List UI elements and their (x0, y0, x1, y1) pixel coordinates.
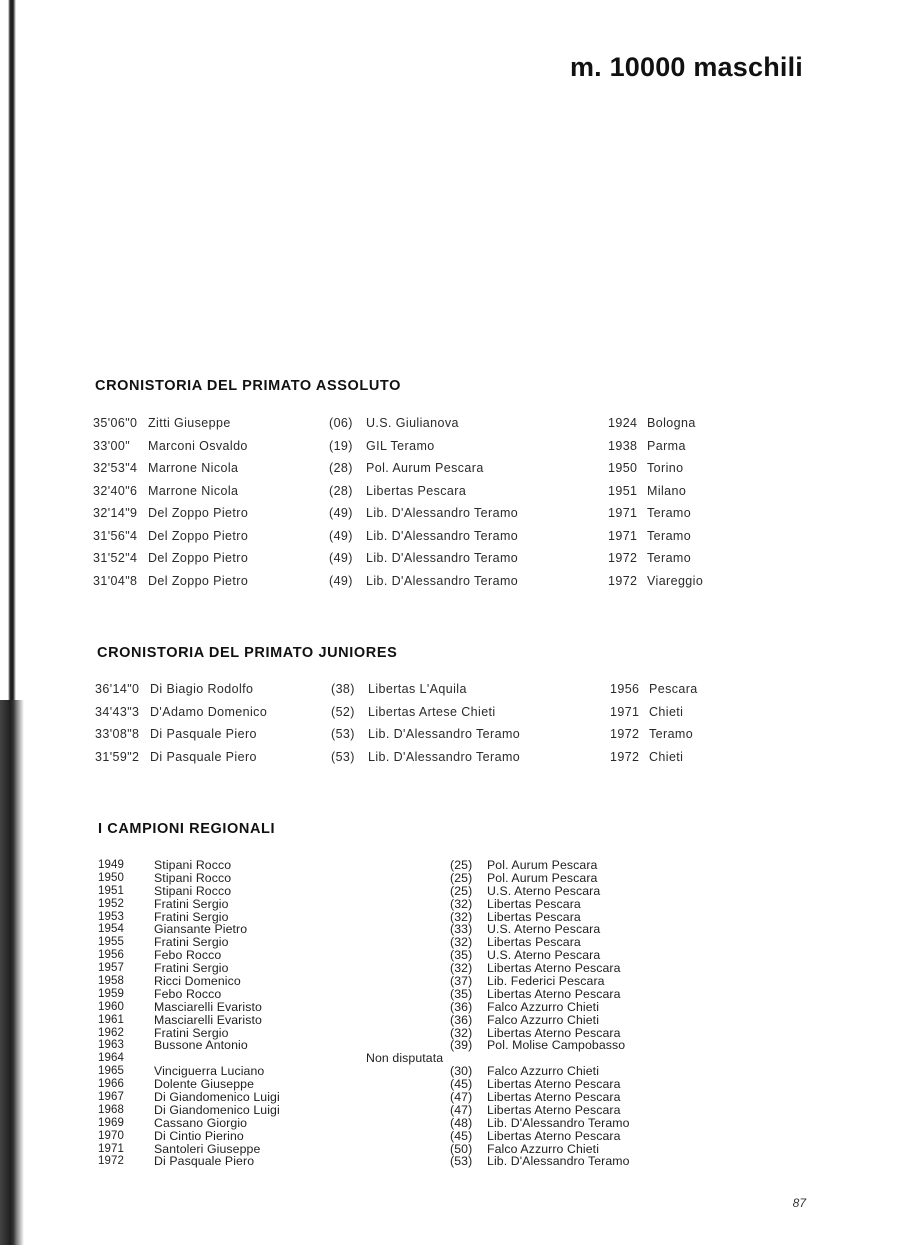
champion-row (98, 975, 658, 988)
champion-year: 1964 (98, 1052, 124, 1065)
club-name: Lib. D'Alessandro Teramo (487, 1115, 630, 1130)
champion-year: 1957 (98, 962, 124, 975)
champion-year: 1972 (98, 1155, 124, 1168)
champion-row (98, 1155, 658, 1168)
club-name: Falco Azzurro Chieti (487, 1141, 600, 1156)
record-row (93, 416, 733, 439)
record-row (93, 506, 733, 529)
champion-name: Stipani Rocco (154, 883, 232, 898)
athlete-name: D'Adamo Domenico (150, 704, 268, 719)
champion-year: 1965 (98, 1065, 124, 1078)
champion-name: Giansante Pietro (154, 922, 248, 937)
champion-year: 1959 (98, 987, 124, 1000)
champion-name: Di Pasquale Piero (154, 1154, 255, 1169)
birth-year: (45) (450, 1128, 473, 1143)
champion-year: 1960 (98, 1000, 124, 1013)
club-name: Libertas Aterno Pescara (487, 1090, 621, 1105)
champion-name: Fratini Sergio (154, 961, 229, 976)
club-name: Libertas Aterno Pescara (487, 1128, 621, 1143)
champion-name: Bussone Antonio (154, 1038, 248, 1053)
record-time: 31'52"4 (93, 551, 138, 565)
record-time: 35'06"0 (93, 416, 138, 430)
birth-year: (25) (450, 870, 473, 885)
club-name: Pol. Aurum Pescara (487, 870, 598, 885)
birth-year: (30) (450, 1064, 473, 1079)
record-city: Pescara (649, 682, 698, 696)
champion-name: Fratini Sergio (154, 935, 229, 950)
record-year: 1972 (608, 551, 638, 565)
athlete-name: Del Zoppo Pietro (148, 528, 249, 543)
champion-name: Febo Rocco (154, 986, 222, 1001)
club-name: Libertas Artese Chieti (368, 704, 496, 719)
table-primato-assoluto (93, 416, 733, 596)
record-year: 1971 (608, 506, 638, 520)
birth-year: (06) (329, 416, 353, 430)
birth-year: (36) (450, 999, 473, 1014)
club-name: Pol. Molise Campobasso (487, 1038, 626, 1053)
record-year: 1972 (608, 573, 638, 588)
champion-name: Cassano Giorgio (154, 1115, 248, 1130)
club-name: Libertas Pescara (487, 909, 581, 924)
champion-year: 1961 (98, 1013, 124, 1026)
champion-year: 1968 (98, 1103, 124, 1116)
table-primato-juniores (95, 682, 735, 772)
club-name: U.S. Aterno Pescara (487, 883, 601, 898)
club-name: U.S. Aterno Pescara (487, 948, 601, 963)
champion-name: Di Giandomenico Luigi (154, 1090, 280, 1105)
birth-year: (32) (450, 1025, 473, 1040)
club-name: U.S. Aterno Pescara (487, 922, 601, 937)
champion-row (98, 885, 658, 898)
birth-year: (47) (450, 1102, 473, 1117)
record-year: 1971 (610, 704, 640, 719)
birth-year: (45) (450, 1077, 473, 1092)
champion-name: Masciarelli Evaristo (154, 999, 262, 1014)
champion-row (98, 872, 658, 885)
birth-year: (35) (450, 986, 473, 1001)
record-city: Torino (647, 461, 684, 475)
champion-name: Vinciguerra Luciano (154, 1064, 265, 1079)
club-name: Lib. D'Alessandro Teramo (366, 573, 519, 588)
champion-year: 1958 (98, 975, 124, 988)
record-city: Teramo (649, 727, 694, 741)
record-row (95, 682, 735, 705)
record-year: 1956 (610, 682, 640, 696)
not-held-note: Non disputata (366, 1051, 444, 1066)
record-row (95, 727, 735, 750)
champion-year: 1970 (98, 1129, 124, 1142)
athlete-name: Marconi Osvaldo (148, 438, 248, 453)
club-name: Libertas Pescara (487, 935, 581, 950)
birth-year: (39) (450, 1038, 473, 1053)
athlete-name: Zitti Giuseppe (148, 416, 231, 430)
record-time: 32'14"9 (93, 506, 138, 520)
champion-year: 1950 (98, 871, 124, 884)
birth-year: (53) (331, 749, 355, 764)
birth-year: (50) (450, 1141, 473, 1156)
record-row (93, 484, 733, 507)
club-name: Libertas Pescara (487, 896, 581, 911)
champion-row (98, 898, 658, 911)
athlete-name: Marrone Nicola (148, 461, 239, 475)
record-time: 32'53"4 (93, 461, 138, 475)
birth-year: (53) (450, 1154, 473, 1169)
club-name: Libertas Aterno Pescara (487, 1025, 621, 1040)
champion-row (98, 1130, 658, 1143)
champion-name: Febo Rocco (154, 948, 222, 963)
athlete-name: Del Zoppo Pietro (148, 573, 249, 588)
club-name: Libertas Aterno Pescara (487, 961, 621, 976)
record-city: Viareggio (647, 573, 704, 588)
record-year: 1951 (608, 483, 638, 498)
record-city: Teramo (647, 551, 692, 565)
birth-year: (49) (329, 506, 353, 520)
champion-name: Fratini Sergio (154, 1025, 229, 1040)
champion-name: Stipani Rocco (154, 870, 232, 885)
birth-year: (33) (450, 922, 473, 937)
record-row (93, 574, 733, 597)
record-time: 34'43"3 (95, 704, 140, 719)
birth-year: (36) (450, 1012, 473, 1027)
club-name: Lib. D'Alessandro Teramo (487, 1154, 630, 1169)
athlete-name: Di Pasquale Piero (150, 727, 257, 741)
champion-year: 1956 (98, 949, 124, 962)
champion-name: Fratini Sergio (154, 896, 229, 911)
record-year: 1924 (608, 416, 638, 430)
champion-name: Di Giandomenico Luigi (154, 1102, 280, 1117)
birth-year: (53) (331, 727, 355, 741)
champion-row (98, 859, 658, 872)
club-name: U.S. Giulianova (366, 416, 459, 430)
champion-year: 1966 (98, 1078, 124, 1091)
record-year: 1972 (610, 749, 640, 764)
champion-row (98, 1001, 658, 1014)
club-name: Falco Azzurro Chieti (487, 1012, 600, 1027)
heading-primato-juniores: CRONISTORIA DEL PRIMATO JUNIORES (97, 645, 398, 661)
record-city: Chieti (649, 749, 684, 764)
birth-year: (32) (450, 935, 473, 950)
club-name: Lib. D'Alessandro Teramo (366, 528, 519, 543)
birth-year: (32) (450, 896, 473, 911)
champion-row (98, 1091, 658, 1104)
champion-year: 1962 (98, 1026, 124, 1039)
champion-name: Santoleri Giuseppe (154, 1141, 261, 1156)
record-city: Milano (647, 483, 687, 498)
record-city: Teramo (647, 506, 692, 520)
page-title: m. 10000 maschili (569, 52, 803, 82)
champion-row (98, 988, 658, 1001)
club-name: Lib. D'Alessandro Teramo (366, 506, 519, 520)
club-name: Lib. D'Alessandro Teramo (368, 727, 521, 741)
record-year: 1972 (610, 727, 640, 741)
club-name: Libertas L'Aquila (368, 682, 467, 696)
champion-year: 1967 (98, 1091, 124, 1104)
heading-primato-assoluto: CRONISTORIA DEL PRIMATO ASSOLUTO (95, 378, 401, 394)
champion-row (98, 1104, 658, 1117)
athlete-name: Di Pasquale Piero (150, 749, 257, 764)
champion-year: 1951 (98, 884, 124, 897)
record-time: 31'56"4 (93, 528, 138, 543)
record-time: 31'04"8 (93, 573, 138, 588)
champion-row (98, 1014, 658, 1027)
athlete-name: Del Zoppo Pietro (148, 551, 249, 565)
club-name: GIL Teramo (366, 438, 435, 453)
record-time: 36'14"0 (95, 682, 140, 696)
birth-year: (38) (331, 682, 355, 696)
athlete-name: Marrone Nicola (148, 483, 239, 498)
champion-year: 1955 (98, 936, 124, 949)
club-name: Pol. Aurum Pescara (366, 461, 484, 475)
champion-name: Di Cintio Pierino (154, 1128, 244, 1143)
record-city: Bologna (647, 416, 696, 430)
club-name: Libertas Aterno Pescara (487, 1077, 621, 1092)
record-row (95, 750, 735, 773)
club-name: Lib. D'Alessandro Teramo (368, 749, 521, 764)
birth-year: (37) (450, 974, 473, 989)
club-name: Falco Azzurro Chieti (487, 1064, 600, 1079)
champion-name: Masciarelli Evaristo (154, 1012, 262, 1027)
club-name: Lib. Federici Pescara (487, 974, 605, 989)
record-time: 33'08"8 (95, 727, 140, 741)
birth-year: (47) (450, 1090, 473, 1105)
champion-year: 1963 (98, 1039, 124, 1052)
champion-name: Fratini Sergio (154, 909, 229, 924)
champion-name: Stipani Rocco (154, 858, 232, 872)
record-row (93, 529, 733, 552)
champion-name: Dolente Giuseppe (154, 1077, 255, 1092)
birth-year: (19) (329, 438, 353, 453)
table-campioni-regionali (98, 859, 658, 1168)
club-name: Pol. Aurum Pescara (487, 858, 598, 872)
record-row (93, 551, 733, 574)
champion-year: 1952 (98, 897, 124, 910)
club-name: Libertas Pescara (366, 483, 467, 498)
record-city: Parma (647, 438, 686, 453)
record-city: Teramo (647, 528, 692, 543)
birth-year: (49) (329, 528, 353, 543)
record-row (93, 439, 733, 462)
champion-row (98, 1117, 658, 1130)
record-city: Chieti (649, 704, 684, 719)
record-year: 1938 (608, 438, 638, 453)
birth-year: (25) (450, 883, 473, 898)
champion-year: 1949 (98, 859, 124, 871)
birth-year: (52) (331, 704, 355, 719)
birth-year: (35) (450, 948, 473, 963)
club-name: Libertas Aterno Pescara (487, 1102, 621, 1117)
page-number: 87 (792, 1196, 806, 1210)
record-time: 33'00" (93, 438, 131, 453)
birth-year: (49) (329, 573, 353, 588)
heading-campioni-regionali: I CAMPIONI REGIONALI (98, 821, 276, 837)
scan-binding-shadow (0, 700, 24, 1245)
club-name: Libertas Aterno Pescara (487, 986, 621, 1001)
birth-year: (48) (450, 1115, 473, 1130)
club-name: Lib. D'Alessandro Teramo (366, 551, 519, 565)
record-time: 31'59"2 (95, 749, 140, 764)
athlete-name: Del Zoppo Pietro (148, 506, 249, 520)
record-year: 1971 (608, 528, 638, 543)
birth-year: (32) (450, 961, 473, 976)
record-row (95, 705, 735, 728)
champion-name: Ricci Domenico (154, 974, 241, 989)
birth-year: (25) (450, 858, 473, 872)
birth-year: (49) (329, 551, 353, 565)
champion-year: 1953 (98, 910, 124, 923)
record-year: 1950 (608, 461, 638, 475)
athlete-name: Di Biagio Rodolfo (150, 682, 254, 696)
birth-year: (28) (329, 461, 353, 475)
champion-year: 1969 (98, 1116, 124, 1129)
birth-year: (28) (329, 483, 353, 498)
birth-year: (32) (450, 909, 473, 924)
champion-year: 1971 (98, 1142, 124, 1155)
record-row (93, 461, 733, 484)
record-time: 32'40"6 (93, 483, 138, 498)
club-name: Falco Azzurro Chieti (487, 999, 600, 1014)
champion-year: 1954 (98, 923, 124, 936)
